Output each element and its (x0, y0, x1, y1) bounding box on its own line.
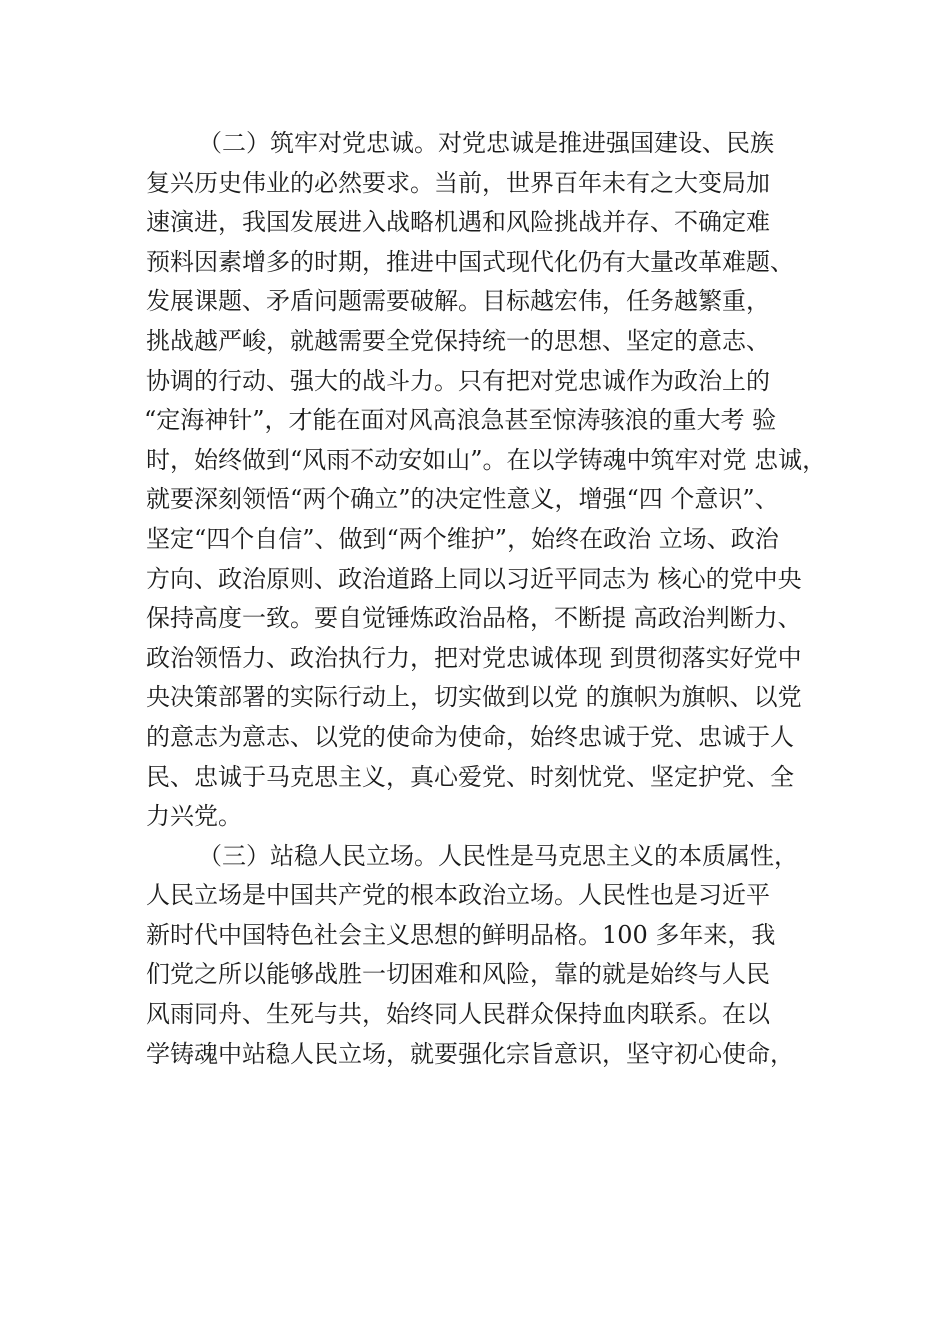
paragraph-line: 复兴历史伟业的必然要求。当前，世界百年未有之大变局加 (146, 168, 770, 197)
paragraph-line: 力兴党。 (146, 802, 242, 831)
paragraph-line: 坚定“四个自信”、做到“两个维护”，始终在政治 立场、政治 (146, 524, 779, 553)
paragraph-people-stance (146, 837, 866, 1075)
paragraph-line: 就要深刻领悟“两个确立”的决定性意义，增强“四 个意识”、 (146, 485, 779, 514)
paragraph-line: 学铸魂中站稳人民立场，就要强化宗旨意识，坚守初心使命， (146, 1039, 794, 1068)
paragraph-line: 方向、政治原则、政治道路上同以习近平同志为 核心的党中央 (146, 564, 802, 593)
paragraph-line: 时，始终做到“风雨不动安如山”。在以学铸魂中筑牢对党 忠诚， (146, 445, 827, 474)
paragraph-line: 保持高度一致。要自觉锤炼政治品格，不断提 高政治判断力、 (146, 604, 802, 633)
paragraph-line: 风雨同舟、生死与共，始终同人民群众保持血肉联系。在以 (146, 1000, 770, 1029)
paragraph-line: 们党之所以能够战胜一切困难和风险，靠的就是始终与人民 (146, 960, 770, 989)
paragraph-line: （三）站稳人民立场。人民性是马克思主义的本质属性， (198, 841, 798, 870)
paragraph-line: 民、忠诚于马克思主义，真心爱党、时刻忧党、坚定护党、全 (146, 762, 794, 791)
paragraph-line: 政治领悟力、政治执行力，把对党忠诚体现 到贯彻落实好党中 (146, 643, 802, 672)
paragraph-line: 的意志为意志、以党的使命为使命，始终忠诚于党、忠诚于人 (146, 722, 794, 751)
document-body (146, 124, 866, 1074)
paragraph-line: 挑战越严峻，就越需要全党保持统一的思想、坚定的意志、 (146, 326, 770, 355)
paragraph-line: 人民立场是中国共产党的根本政治立场。人民性也是习近平 (146, 881, 770, 910)
paragraph-line: （二）筑牢对党忠诚。对党忠诚是推进强国建设、民族 (198, 129, 774, 157)
paragraph-line: 预料因素增多的时期，推进中国式现代化仍有大量改革难题、 (146, 247, 794, 276)
paragraph-line: 央决策部署的实际行动上，切实做到以党 的旗帜为旗帜、以党 (146, 683, 802, 712)
paragraph-line: 发展课题、矛盾问题需要破解。目标越宏伟，任务越繁重， (146, 287, 770, 316)
paragraph-line: 新时代中国特色社会主义思想的鲜明品格。100 多年来，我 (146, 920, 776, 949)
paragraph-line: “定海神针”，才能在面对风高浪急甚至惊涛骇浪的重大考 验 (144, 406, 777, 435)
paragraph-loyalty (146, 124, 866, 837)
paragraph-line: 速演进，我国发展进入战略机遇和风险挑战并存、不确定难 (146, 208, 770, 237)
paragraph-line: 协调的行动、强大的战斗力。只有把对党忠诚作为政治上的 (146, 366, 770, 395)
